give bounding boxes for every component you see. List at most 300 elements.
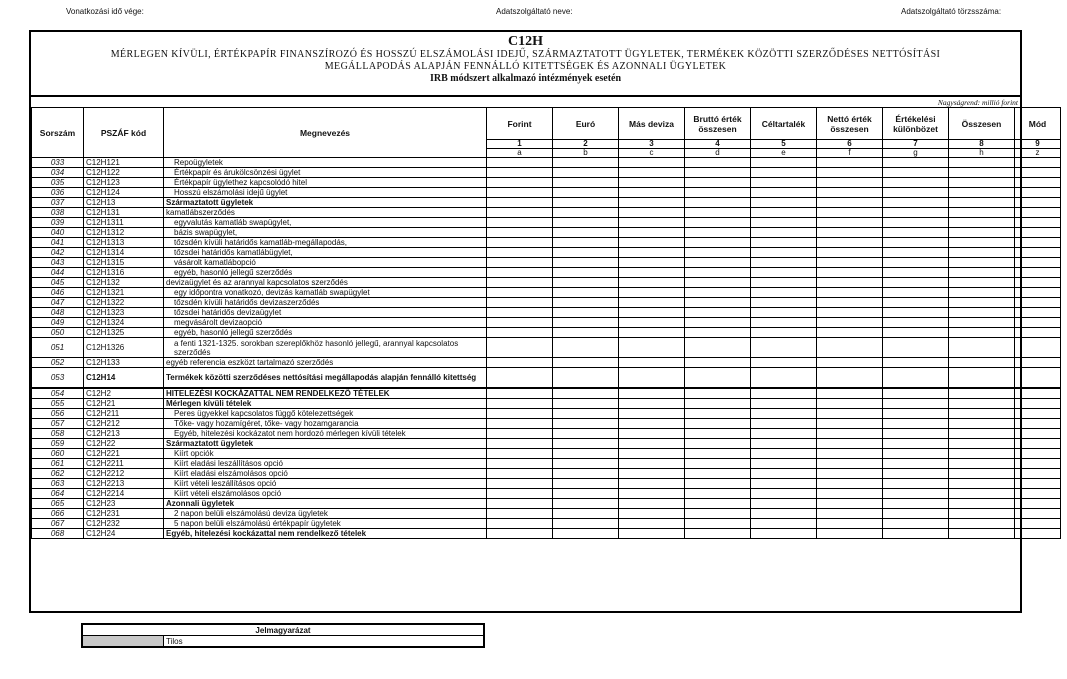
value-cell[interactable]: [685, 508, 751, 518]
value-cell[interactable]: [619, 388, 685, 399]
value-cell[interactable]: [883, 198, 949, 208]
value-cell[interactable]: [751, 438, 817, 448]
value-cell[interactable]: [487, 488, 553, 498]
value-cell[interactable]: [949, 338, 1015, 358]
value-cell[interactable]: [1015, 398, 1061, 408]
value-cell[interactable]: [553, 328, 619, 338]
value-cell[interactable]: [751, 248, 817, 258]
value-cell[interactable]: [883, 358, 949, 368]
value-cell[interactable]: [685, 208, 751, 218]
value-cell[interactable]: [949, 258, 1015, 268]
value-cell[interactable]: [553, 278, 619, 288]
value-cell[interactable]: [1015, 478, 1061, 488]
value-cell[interactable]: [487, 278, 553, 288]
value-cell[interactable]: [1015, 468, 1061, 478]
value-cell[interactable]: [949, 248, 1015, 258]
value-cell[interactable]: [685, 498, 751, 508]
value-cell[interactable]: [619, 468, 685, 478]
value-cell[interactable]: [949, 328, 1015, 338]
value-cell[interactable]: [883, 218, 949, 228]
value-cell[interactable]: [1015, 298, 1061, 308]
value-cell[interactable]: [553, 528, 619, 538]
value-cell[interactable]: [487, 248, 553, 258]
value-cell[interactable]: [817, 318, 883, 328]
value-cell[interactable]: [949, 388, 1015, 399]
value-cell[interactable]: [487, 308, 553, 318]
value-cell[interactable]: [1015, 438, 1061, 448]
value-cell[interactable]: [1015, 278, 1061, 288]
value-cell[interactable]: [685, 338, 751, 358]
value-cell[interactable]: [949, 438, 1015, 448]
value-cell[interactable]: [487, 448, 553, 458]
value-cell[interactable]: [883, 508, 949, 518]
value-cell[interactable]: [949, 168, 1015, 178]
value-cell[interactable]: [1015, 358, 1061, 368]
value-cell[interactable]: [817, 298, 883, 308]
value-cell[interactable]: [751, 498, 817, 508]
value-cell[interactable]: [883, 488, 949, 498]
value-cell[interactable]: [685, 388, 751, 399]
value-cell[interactable]: [883, 178, 949, 188]
value-cell[interactable]: [1015, 458, 1061, 468]
value-cell[interactable]: [487, 328, 553, 338]
value-cell[interactable]: [487, 508, 553, 518]
value-cell[interactable]: [817, 518, 883, 528]
value-cell[interactable]: [487, 518, 553, 528]
value-cell[interactable]: [949, 508, 1015, 518]
value-cell[interactable]: [949, 518, 1015, 528]
value-cell[interactable]: [1015, 498, 1061, 508]
value-cell[interactable]: [487, 358, 553, 368]
value-cell[interactable]: [487, 218, 553, 228]
value-cell[interactable]: [751, 388, 817, 399]
value-cell[interactable]: [817, 238, 883, 248]
value-cell[interactable]: [1015, 408, 1061, 418]
value-cell[interactable]: [553, 248, 619, 258]
value-cell[interactable]: [619, 298, 685, 308]
value-cell[interactable]: [949, 308, 1015, 318]
value-cell[interactable]: [685, 198, 751, 208]
value-cell[interactable]: [817, 248, 883, 258]
value-cell[interactable]: [553, 358, 619, 368]
value-cell[interactable]: [619, 368, 685, 388]
value-cell[interactable]: [751, 368, 817, 388]
value-cell[interactable]: [487, 338, 553, 358]
value-cell[interactable]: [817, 328, 883, 338]
value-cell[interactable]: [619, 508, 685, 518]
value-cell[interactable]: [1015, 208, 1061, 218]
value-cell[interactable]: [949, 428, 1015, 438]
value-cell[interactable]: [553, 478, 619, 488]
value-cell[interactable]: [949, 158, 1015, 168]
value-cell[interactable]: [1015, 178, 1061, 188]
value-cell[interactable]: [553, 208, 619, 218]
value-cell[interactable]: [685, 158, 751, 168]
value-cell[interactable]: [949, 178, 1015, 188]
value-cell[interactable]: [949, 238, 1015, 248]
value-cell[interactable]: [1015, 508, 1061, 518]
value-cell[interactable]: [1015, 488, 1061, 498]
value-cell[interactable]: [817, 358, 883, 368]
value-cell[interactable]: [751, 488, 817, 498]
value-cell[interactable]: [883, 228, 949, 238]
value-cell[interactable]: [817, 388, 883, 399]
value-cell[interactable]: [685, 308, 751, 318]
value-cell[interactable]: [1015, 318, 1061, 328]
value-cell[interactable]: [553, 158, 619, 168]
value-cell[interactable]: [751, 268, 817, 278]
value-cell[interactable]: [685, 298, 751, 308]
value-cell[interactable]: [751, 188, 817, 198]
value-cell[interactable]: [619, 458, 685, 468]
value-cell[interactable]: [685, 488, 751, 498]
value-cell[interactable]: [1015, 218, 1061, 228]
value-cell[interactable]: [619, 238, 685, 248]
value-cell[interactable]: [487, 318, 553, 328]
value-cell[interactable]: [1015, 368, 1061, 388]
value-cell[interactable]: [949, 268, 1015, 278]
value-cell[interactable]: [487, 458, 553, 468]
value-cell[interactable]: [1015, 388, 1061, 399]
value-cell[interactable]: [883, 238, 949, 248]
value-cell[interactable]: [487, 238, 553, 248]
value-cell[interactable]: [487, 388, 553, 399]
value-cell[interactable]: [751, 398, 817, 408]
value-cell[interactable]: [553, 498, 619, 508]
value-cell[interactable]: [1015, 168, 1061, 178]
value-cell[interactable]: [817, 218, 883, 228]
value-cell[interactable]: [817, 288, 883, 298]
value-cell[interactable]: [883, 328, 949, 338]
value-cell[interactable]: [619, 488, 685, 498]
value-cell[interactable]: [619, 168, 685, 178]
value-cell[interactable]: [487, 268, 553, 278]
value-cell[interactable]: [751, 518, 817, 528]
value-cell[interactable]: [883, 308, 949, 318]
value-cell[interactable]: [487, 368, 553, 388]
value-cell[interactable]: [817, 228, 883, 238]
value-cell[interactable]: [553, 458, 619, 468]
value-cell[interactable]: [817, 498, 883, 508]
value-cell[interactable]: [1015, 228, 1061, 238]
value-cell[interactable]: [1015, 518, 1061, 528]
value-cell[interactable]: [553, 318, 619, 328]
value-cell[interactable]: [883, 518, 949, 528]
value-cell[interactable]: [949, 408, 1015, 418]
value-cell[interactable]: [751, 478, 817, 488]
value-cell[interactable]: [553, 178, 619, 188]
value-cell[interactable]: [619, 318, 685, 328]
value-cell[interactable]: [553, 338, 619, 358]
value-cell[interactable]: [883, 258, 949, 268]
value-cell[interactable]: [751, 288, 817, 298]
value-cell[interactable]: [553, 408, 619, 418]
value-cell[interactable]: [883, 248, 949, 258]
value-cell[interactable]: [685, 458, 751, 468]
value-cell[interactable]: [949, 468, 1015, 478]
value-cell[interactable]: [685, 518, 751, 528]
value-cell[interactable]: [487, 468, 553, 478]
value-cell[interactable]: [817, 258, 883, 268]
value-cell[interactable]: [685, 398, 751, 408]
value-cell[interactable]: [883, 168, 949, 178]
value-cell[interactable]: [1015, 158, 1061, 168]
value-cell[interactable]: [487, 528, 553, 538]
value-cell[interactable]: [619, 198, 685, 208]
value-cell[interactable]: [883, 388, 949, 399]
value-cell[interactable]: [619, 438, 685, 448]
value-cell[interactable]: [553, 218, 619, 228]
value-cell[interactable]: [685, 428, 751, 438]
value-cell[interactable]: [487, 168, 553, 178]
value-cell[interactable]: [883, 338, 949, 358]
value-cell[interactable]: [619, 358, 685, 368]
value-cell[interactable]: [751, 278, 817, 288]
value-cell[interactable]: [1015, 308, 1061, 318]
value-cell[interactable]: [553, 508, 619, 518]
value-cell[interactable]: [817, 158, 883, 168]
value-cell[interactable]: [553, 398, 619, 408]
value-cell[interactable]: [751, 168, 817, 178]
value-cell[interactable]: [619, 188, 685, 198]
value-cell[interactable]: [553, 388, 619, 399]
value-cell[interactable]: [1015, 238, 1061, 248]
value-cell[interactable]: [619, 158, 685, 168]
value-cell[interactable]: [685, 168, 751, 178]
value-cell[interactable]: [817, 308, 883, 318]
value-cell[interactable]: [1015, 528, 1061, 538]
value-cell[interactable]: [685, 188, 751, 198]
value-cell[interactable]: [1015, 258, 1061, 268]
value-cell[interactable]: [553, 268, 619, 278]
value-cell[interactable]: [949, 298, 1015, 308]
value-cell[interactable]: [619, 218, 685, 228]
value-cell[interactable]: [553, 428, 619, 438]
value-cell[interactable]: [553, 488, 619, 498]
value-cell[interactable]: [1015, 288, 1061, 298]
value-cell[interactable]: [685, 178, 751, 188]
value-cell[interactable]: [751, 298, 817, 308]
value-cell[interactable]: [487, 498, 553, 508]
value-cell[interactable]: [487, 178, 553, 188]
value-cell[interactable]: [817, 398, 883, 408]
value-cell[interactable]: [685, 358, 751, 368]
value-cell[interactable]: [1015, 248, 1061, 258]
value-cell[interactable]: [751, 208, 817, 218]
value-cell[interactable]: [949, 398, 1015, 408]
value-cell[interactable]: [1015, 428, 1061, 438]
value-cell[interactable]: [817, 188, 883, 198]
value-cell[interactable]: [883, 418, 949, 428]
value-cell[interactable]: [949, 278, 1015, 288]
value-cell[interactable]: [817, 198, 883, 208]
value-cell[interactable]: [751, 468, 817, 478]
value-cell[interactable]: [817, 338, 883, 358]
value-cell[interactable]: [949, 188, 1015, 198]
value-cell[interactable]: [619, 258, 685, 268]
value-cell[interactable]: [487, 298, 553, 308]
value-cell[interactable]: [553, 448, 619, 458]
value-cell[interactable]: [487, 398, 553, 408]
value-cell[interactable]: [883, 298, 949, 308]
value-cell[interactable]: [751, 408, 817, 418]
value-cell[interactable]: [817, 528, 883, 538]
value-cell[interactable]: [817, 278, 883, 288]
value-cell[interactable]: [949, 358, 1015, 368]
value-cell[interactable]: [751, 198, 817, 208]
value-cell[interactable]: [487, 288, 553, 298]
value-cell[interactable]: [619, 478, 685, 488]
value-cell[interactable]: [883, 528, 949, 538]
value-cell[interactable]: [751, 308, 817, 318]
value-cell[interactable]: [553, 258, 619, 268]
value-cell[interactable]: [685, 478, 751, 488]
value-cell[interactable]: [553, 368, 619, 388]
value-cell[interactable]: [487, 408, 553, 418]
value-cell[interactable]: [817, 488, 883, 498]
value-cell[interactable]: [619, 248, 685, 258]
value-cell[interactable]: [553, 188, 619, 198]
value-cell[interactable]: [751, 528, 817, 538]
value-cell[interactable]: [817, 408, 883, 418]
value-cell[interactable]: [883, 318, 949, 328]
value-cell[interactable]: [553, 308, 619, 318]
value-cell[interactable]: [553, 468, 619, 478]
value-cell[interactable]: [883, 208, 949, 218]
value-cell[interactable]: [685, 418, 751, 428]
value-cell[interactable]: [949, 488, 1015, 498]
value-cell[interactable]: [1015, 198, 1061, 208]
value-cell[interactable]: [685, 248, 751, 258]
value-cell[interactable]: [487, 158, 553, 168]
value-cell[interactable]: [1015, 338, 1061, 358]
value-cell[interactable]: [619, 418, 685, 428]
value-cell[interactable]: [487, 478, 553, 488]
value-cell[interactable]: [487, 438, 553, 448]
value-cell[interactable]: [949, 418, 1015, 428]
value-cell[interactable]: [817, 178, 883, 188]
value-cell[interactable]: [751, 358, 817, 368]
value-cell[interactable]: [553, 198, 619, 208]
value-cell[interactable]: [553, 438, 619, 448]
value-cell[interactable]: [883, 458, 949, 468]
value-cell[interactable]: [619, 278, 685, 288]
value-cell[interactable]: [1015, 188, 1061, 198]
value-cell[interactable]: [685, 258, 751, 268]
value-cell[interactable]: [949, 288, 1015, 298]
value-cell[interactable]: [619, 498, 685, 508]
value-cell[interactable]: [685, 468, 751, 478]
value-cell[interactable]: [685, 238, 751, 248]
value-cell[interactable]: [949, 448, 1015, 458]
value-cell[interactable]: [487, 428, 553, 438]
value-cell[interactable]: [553, 418, 619, 428]
value-cell[interactable]: [685, 218, 751, 228]
value-cell[interactable]: [883, 158, 949, 168]
value-cell[interactable]: [685, 228, 751, 238]
value-cell[interactable]: [1015, 448, 1061, 458]
value-cell[interactable]: [751, 238, 817, 248]
value-cell[interactable]: [817, 368, 883, 388]
value-cell[interactable]: [817, 458, 883, 468]
value-cell[interactable]: [949, 498, 1015, 508]
value-cell[interactable]: [817, 268, 883, 278]
value-cell[interactable]: [1015, 268, 1061, 278]
value-cell[interactable]: [751, 258, 817, 268]
value-cell[interactable]: [883, 408, 949, 418]
value-cell[interactable]: [751, 458, 817, 468]
value-cell[interactable]: [751, 328, 817, 338]
value-cell[interactable]: [817, 438, 883, 448]
value-cell[interactable]: [619, 398, 685, 408]
value-cell[interactable]: [685, 368, 751, 388]
value-cell[interactable]: [685, 438, 751, 448]
value-cell[interactable]: [949, 368, 1015, 388]
value-cell[interactable]: [883, 268, 949, 278]
value-cell[interactable]: [817, 168, 883, 178]
value-cell[interactable]: [751, 228, 817, 238]
value-cell[interactable]: [1015, 328, 1061, 338]
value-cell[interactable]: [817, 418, 883, 428]
value-cell[interactable]: [553, 518, 619, 528]
value-cell[interactable]: [949, 228, 1015, 238]
value-cell[interactable]: [1015, 418, 1061, 428]
value-cell[interactable]: [619, 308, 685, 318]
value-cell[interactable]: [883, 278, 949, 288]
value-cell[interactable]: [487, 198, 553, 208]
value-cell[interactable]: [949, 208, 1015, 218]
value-cell[interactable]: [553, 288, 619, 298]
value-cell[interactable]: [883, 498, 949, 508]
value-cell[interactable]: [685, 448, 751, 458]
value-cell[interactable]: [619, 528, 685, 538]
value-cell[interactable]: [751, 338, 817, 358]
value-cell[interactable]: [619, 208, 685, 218]
value-cell[interactable]: [883, 468, 949, 478]
value-cell[interactable]: [685, 278, 751, 288]
value-cell[interactable]: [619, 328, 685, 338]
value-cell[interactable]: [619, 178, 685, 188]
value-cell[interactable]: [949, 318, 1015, 328]
value-cell[interactable]: [883, 478, 949, 488]
value-cell[interactable]: [487, 418, 553, 428]
value-cell[interactable]: [949, 218, 1015, 228]
value-cell[interactable]: [751, 448, 817, 458]
value-cell[interactable]: [487, 258, 553, 268]
value-cell[interactable]: [751, 508, 817, 518]
value-cell[interactable]: [619, 228, 685, 238]
value-cell[interactable]: [751, 318, 817, 328]
value-cell[interactable]: [751, 158, 817, 168]
value-cell[interactable]: [553, 238, 619, 248]
value-cell[interactable]: [619, 518, 685, 528]
value-cell[interactable]: [751, 218, 817, 228]
value-cell[interactable]: [685, 268, 751, 278]
value-cell[interactable]: [949, 478, 1015, 488]
value-cell[interactable]: [619, 268, 685, 278]
value-cell[interactable]: [949, 528, 1015, 538]
value-cell[interactable]: [817, 478, 883, 488]
value-cell[interactable]: [817, 448, 883, 458]
value-cell[interactable]: [883, 188, 949, 198]
value-cell[interactable]: [751, 428, 817, 438]
value-cell[interactable]: [949, 458, 1015, 468]
value-cell[interactable]: [619, 288, 685, 298]
value-cell[interactable]: [487, 208, 553, 218]
value-cell[interactable]: [685, 318, 751, 328]
value-cell[interactable]: [619, 338, 685, 358]
value-cell[interactable]: [751, 178, 817, 188]
